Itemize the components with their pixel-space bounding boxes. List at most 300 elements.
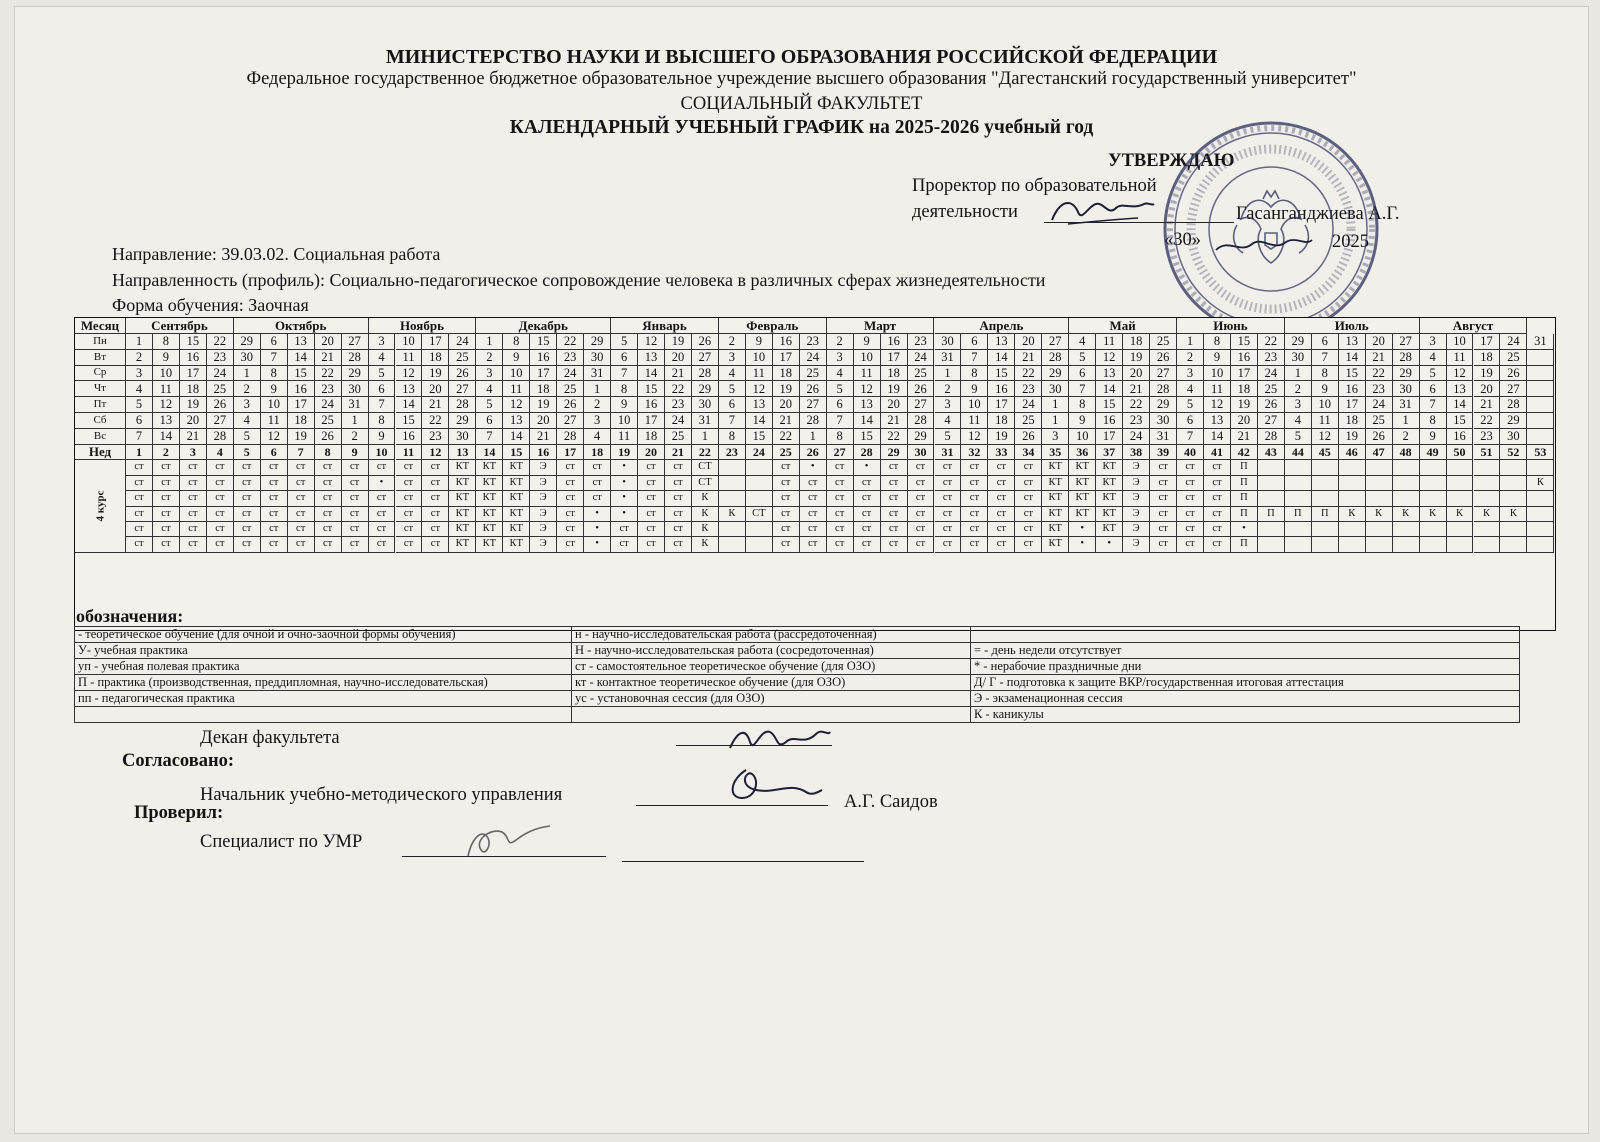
date-cell: 16 [288,381,315,397]
date-cell: 22 [881,429,908,445]
date-cell: 17 [638,413,665,429]
schedule-cell: ст [1204,507,1231,522]
week-number-cell: 24 [746,445,773,461]
date-cell: 12 [961,429,988,445]
schedule-cell [719,460,746,475]
week-number-cell: 2 [153,445,180,461]
legend-entry: Н - научно-исследовательская работа (сосредоточенная) [572,643,971,659]
date-cell: 3 [126,366,153,382]
legend-entry: - теоретическое обучение (для очной и очно-заочной формы обучения) [75,627,572,643]
schedule-cell: ст [961,507,988,522]
date-cell: 14 [396,397,423,413]
schedule-cell: ст [988,507,1015,522]
schedule-cell [1500,460,1527,475]
schedule-cell: ст [234,537,261,552]
date-cell: 3 [584,413,611,429]
schedule-cell: ст [396,460,423,475]
date-cell: 14 [153,429,180,445]
schedule-cell [1285,537,1312,552]
schedule-cell: К [1527,476,1554,491]
date-cell: 9 [611,397,638,413]
date-cell: 17 [530,366,557,382]
schedule-cell: ст [396,522,423,537]
schedule-cell: • [584,507,611,522]
date-cell: 4 [584,429,611,445]
schedule-cell: П [1231,537,1258,552]
date-cell: 29 [1150,397,1177,413]
week-number-cell: 33 [988,445,1015,461]
specialist-name-line [622,861,864,862]
week-number-cell: 6 [261,445,288,461]
date-cell: 24 [1123,429,1150,445]
schedule-cell: ст [854,507,881,522]
specialist-signature-icon [458,818,558,864]
schedule-cell: ст [557,476,584,491]
date-cell: 14 [503,429,530,445]
schedule-cell: П [1231,507,1258,522]
schedule-cell: ст [288,507,315,522]
date-cell: 10 [1204,366,1231,382]
schedule-cell: ст [1177,507,1204,522]
schedule-cell: ст [342,476,369,491]
date-cell: 16 [180,350,207,366]
date-cell: 28 [557,429,584,445]
schedule-cell [1527,507,1554,522]
schedule-cell: КТ [476,522,503,537]
date-cell: 5 [369,366,396,382]
schedule-cell [1420,491,1447,506]
schedule-cell: ст [207,537,234,552]
date-cell: 27 [1500,381,1527,397]
schedule-cell: ст [1177,476,1204,491]
legend-title: обозначения: [76,606,184,626]
date-cell: 26 [315,429,342,445]
schedule-cell: Э [1123,476,1150,491]
date-cell: 7 [1177,429,1204,445]
date-cell: 26 [449,366,476,382]
schedule-cell [1285,522,1312,537]
schedule-cell: ст [1015,476,1042,491]
schedule-cell: ст [584,476,611,491]
schedule-cell [1420,476,1447,491]
schedule-cell: Э [530,460,557,475]
schedule-cell: КТ [476,537,503,552]
date-cell: 1 [476,334,503,350]
schedule-cell: КТ [1042,522,1069,537]
schedule-cell: ст [773,507,800,522]
schedule-cell: ст [827,460,854,475]
date-cell: 28 [1500,397,1527,413]
date-cell: 3 [369,334,396,350]
week-number-cell: 45 [1312,445,1339,461]
date-cell: 8 [1204,334,1231,350]
date-cell: 4 [234,413,261,429]
schedule-cell: ст [234,460,261,475]
schedule-cell: ст [881,460,908,475]
date-cell: 28 [692,366,719,382]
schedule-cell: ст [961,491,988,506]
week-number-cell: 38 [1123,445,1150,461]
schedule-cell: СТ [746,507,773,522]
month-header: Январь [611,318,719,334]
schedule-cell: Э [1123,507,1150,522]
date-cell: 27 [1258,413,1285,429]
legend-entry [75,707,572,723]
schedule-cell: ст [854,476,881,491]
week-number-cell: 44 [1285,445,1312,461]
date-cell: 30 [342,381,369,397]
schedule-cell: • [1231,522,1258,537]
date-cell: 14 [854,413,881,429]
schedule-cell [719,522,746,537]
date-cell [1527,366,1554,382]
schedule-cell: ст [153,537,180,552]
date-cell: 26 [1015,429,1042,445]
date-cell: 1 [584,381,611,397]
schedule-cell: ст [665,522,692,537]
direction-line: Направление: 39.03.02. Социальная работа [112,244,441,264]
date-cell: 4 [126,381,153,397]
approval-signature-icon [1048,194,1158,234]
month-header: Февраль [719,318,827,334]
schedule-cell: ст [665,507,692,522]
faculty-name: СОЦИАЛЬНЫЙ ФАКУЛЬТЕТ [680,94,923,114]
date-cell: 13 [396,381,423,397]
date-cell: 18 [288,413,315,429]
date-cell: 22 [773,429,800,445]
schedule-cell: ст [153,522,180,537]
schedule-cell [1393,522,1420,537]
date-cell: 9 [1069,413,1096,429]
week-number-cell: 47 [1366,445,1393,461]
date-cell: 18 [530,381,557,397]
schedule-cell: ст [234,522,261,537]
date-cell: 17 [1231,366,1258,382]
date-cell: 12 [1204,397,1231,413]
date-cell [1527,413,1554,429]
schedule-cell: ст [153,460,180,475]
schedule-cell [1285,460,1312,475]
schedule-cell: ст [988,491,1015,506]
date-cell: 11 [396,350,423,366]
schedule-cell: ст [1177,522,1204,537]
date-cell: 23 [1474,429,1501,445]
schedule-cell: П [1312,507,1339,522]
date-cell: 5 [1285,429,1312,445]
schedule-cell [1258,537,1285,552]
week-number-cell: 49 [1420,445,1447,461]
date-cell: 19 [665,334,692,350]
date-cell: 8 [611,381,638,397]
date-cell: 26 [800,381,827,397]
date-cell: 12 [1312,429,1339,445]
schedule-cell: КТ [476,460,503,475]
schedule-cell: КТ [1096,507,1123,522]
schedule-cell: Э [530,491,557,506]
date-cell: 8 [961,366,988,382]
date-cell: 30 [234,350,261,366]
date-cell: 10 [1069,429,1096,445]
week-number-cell: 4 [207,445,234,461]
month-header: Апрель [935,318,1070,334]
date-cell: 2 [935,381,962,397]
schedule-cell: КТ [1042,537,1069,552]
date-cell: 20 [180,413,207,429]
schedule-cell: ст [935,522,962,537]
week-number-cell: 31 [935,445,962,461]
date-cell: 16 [1447,429,1474,445]
schedule-cell: ст [234,476,261,491]
schedule-cell [1420,460,1447,475]
schedule-cell: ст [638,476,665,491]
date-cell: 29 [692,381,719,397]
date-cell: 20 [1474,381,1501,397]
schedule-cell: • [854,460,881,475]
schedule-cell: ст [207,522,234,537]
date-cell: 11 [746,366,773,382]
schedule-cell: • [369,476,396,491]
date-cell: 23 [207,350,234,366]
schedule-cell [746,491,773,506]
schedule-cell: ст [854,537,881,552]
schedule-cell: КТ [1042,460,1069,475]
schedule-cell: ст [342,537,369,552]
schedule-cell: КТ [449,507,476,522]
date-cell [1527,350,1554,366]
date-cell: 19 [988,429,1015,445]
schedule-cell: ст [665,476,692,491]
date-cell [1527,397,1554,413]
date-cell: 23 [557,350,584,366]
date-cell: 6 [1177,413,1204,429]
date-cell: 9 [1312,381,1339,397]
schedule-cell: • [800,460,827,475]
date-cell: 18 [881,366,908,382]
schedule-cell: ст [881,507,908,522]
date-cell: 15 [288,366,315,382]
schedule-cell [1527,491,1554,506]
date-cell: 21 [665,366,692,382]
date-cell: 5 [611,334,638,350]
date-cell: 8 [1420,413,1447,429]
schedule-cell: К [1474,507,1501,522]
date-cell: 28 [449,397,476,413]
schedule-cell [719,537,746,552]
date-cell: 6 [1420,381,1447,397]
date-cell: 26 [207,397,234,413]
schedule-cell: ст [854,522,881,537]
month-header: Май [1069,318,1177,334]
schedule-cell: К [719,507,746,522]
date-cell: 16 [1096,413,1123,429]
date-cell: 14 [638,366,665,382]
date-cell: 4 [935,413,962,429]
date-cell: 31 [1393,397,1420,413]
date-cell: 1 [342,413,369,429]
schedule-cell: ст [611,537,638,552]
date-cell: 28 [1258,429,1285,445]
schedule-cell: • [611,507,638,522]
schedule-cell [1312,491,1339,506]
date-cell: 5 [719,381,746,397]
schedule-cell: ст [369,491,396,506]
date-cell: 18 [1474,350,1501,366]
date-cell: 5 [1177,397,1204,413]
legend-entry: Д/ Г - подготовка к защите ВКР/государственная итоговая аттестация [971,675,1520,691]
approval-year: 2025 [1332,232,1369,252]
week-number-cell: 16 [530,445,557,461]
date-cell: 10 [503,366,530,382]
profile-line: Направленность (профиль): Социально-педагогическое сопровождение человека в различных сферах жизнедеятельности [112,270,1046,290]
date-cell: 24 [1015,397,1042,413]
week-number-cell: 5 [234,445,261,461]
schedule-cell: ст [288,491,315,506]
date-cell: 20 [665,350,692,366]
date-cell: 20 [422,381,449,397]
week-number-cell: 22 [692,445,719,461]
approval-role-line1: Проректор по образовательной [912,176,1157,196]
date-cell: 25 [1150,334,1177,350]
date-cell: 26 [1258,397,1285,413]
date-cell: 27 [449,381,476,397]
date-cell: 23 [1015,381,1042,397]
schedule-cell: ст [827,522,854,537]
date-cell: 25 [449,350,476,366]
schedule-cell: К [692,491,719,506]
schedule-cell: ст [261,522,288,537]
date-cell: 27 [1150,366,1177,382]
schedule-cell: ст [1204,460,1231,475]
schedule-cell: КТ [1042,507,1069,522]
schedule-cell: ст [396,476,423,491]
schedule-cell: ст [908,476,935,491]
schedule-cell: • [611,476,638,491]
date-cell: 18 [1339,413,1366,429]
week-number-cell: 32 [961,445,988,461]
schedule-cell: ст [1177,537,1204,552]
date-cell: 3 [935,397,962,413]
date-cell: 16 [881,334,908,350]
week-number-cell: 18 [584,445,611,461]
schedule-cell [1339,476,1366,491]
date-cell: 14 [746,413,773,429]
schedule-cell [1527,522,1554,537]
date-cell: 16 [638,397,665,413]
schedule-cell [1339,491,1366,506]
schedule-cell: КТ [503,491,530,506]
date-cell: 11 [153,381,180,397]
schedule-cell: ст [126,476,153,491]
schedule-cell: К [1366,507,1393,522]
date-cell: 18 [422,350,449,366]
date-cell: 6 [611,350,638,366]
date-cell: 17 [773,350,800,366]
date-cell: 19 [180,397,207,413]
date-cell: 9 [503,350,530,366]
schedule-cell: ст [422,460,449,475]
date-cell: 10 [153,366,180,382]
date-cell: 31 [342,397,369,413]
schedule-cell: ст [1150,476,1177,491]
schedule-cell [1366,491,1393,506]
schedule-cell: К [692,507,719,522]
schedule-cell: ст [557,537,584,552]
schedule-cell: ст [315,491,342,506]
date-cell: 11 [1447,350,1474,366]
schedule-cell: ст [935,537,962,552]
date-cell: 11 [611,429,638,445]
week-number-cell: 20 [638,445,665,461]
legend-entry: П - практика (производственная, преддипломная, научно-исследовательская) [75,675,572,691]
schedule-cell [1500,537,1527,552]
schedule-cell: ст [800,522,827,537]
date-cell: 10 [746,350,773,366]
date-cell: 7 [827,413,854,429]
date-cell: 25 [1015,413,1042,429]
schedule-cell: ст [638,460,665,475]
week-number-cell: 48 [1393,445,1420,461]
date-cell: 30 [935,334,962,350]
day-label: Ср [75,366,126,382]
schedule-cell: ст [1015,460,1042,475]
schedule-cell: КТ [1096,476,1123,491]
schedule-cell: П [1258,507,1285,522]
schedule-cell: ст [557,507,584,522]
date-cell: 22 [315,366,342,382]
date-cell: 4 [1069,334,1096,350]
university-name: Федеральное государственное бюджетное образовательное учреждение высшего образования "Дагестанский государственный университет" [246,69,1357,89]
date-cell: 2 [584,397,611,413]
date-cell: 6 [1312,334,1339,350]
schedule-cell: КТ [476,476,503,491]
date-cell: 13 [1204,413,1231,429]
schedule-cell: ст [584,491,611,506]
week-number-cell: 11 [396,445,423,461]
date-cell: 16 [988,381,1015,397]
date-cell: 16 [530,350,557,366]
date-cell: 6 [961,334,988,350]
schedule-cell [1527,460,1554,475]
schedule-cell: ст [665,460,692,475]
date-cell: 9 [746,334,773,350]
date-cell: 10 [261,397,288,413]
date-cell: 7 [261,350,288,366]
document-sheet [14,6,1589,1134]
schedule-cell: КТ [476,491,503,506]
schedule-cell [1366,476,1393,491]
date-cell: 13 [503,413,530,429]
schedule-cell: КТ [1096,522,1123,537]
schedule-cell: ст [881,522,908,537]
date-cell: 29 [1042,366,1069,382]
date-cell: 18 [773,366,800,382]
date-cell: 12 [1447,366,1474,382]
date-cell: 22 [557,334,584,350]
schedule-cell: • [1069,522,1096,537]
date-cell: 20 [1015,334,1042,350]
date-cell: 6 [369,381,396,397]
date-cell: 20 [1231,413,1258,429]
schedule-cell [1258,491,1285,506]
schedule-cell: ст [773,491,800,506]
schedule-cell: ст [1150,491,1177,506]
date-cell: 31 [1527,334,1554,350]
date-cell: 12 [854,381,881,397]
schedule-cell: ст [908,522,935,537]
schedule-cell: ст [908,491,935,506]
schedule-cell: Э [530,522,557,537]
schedule-cell: КТ [503,537,530,552]
